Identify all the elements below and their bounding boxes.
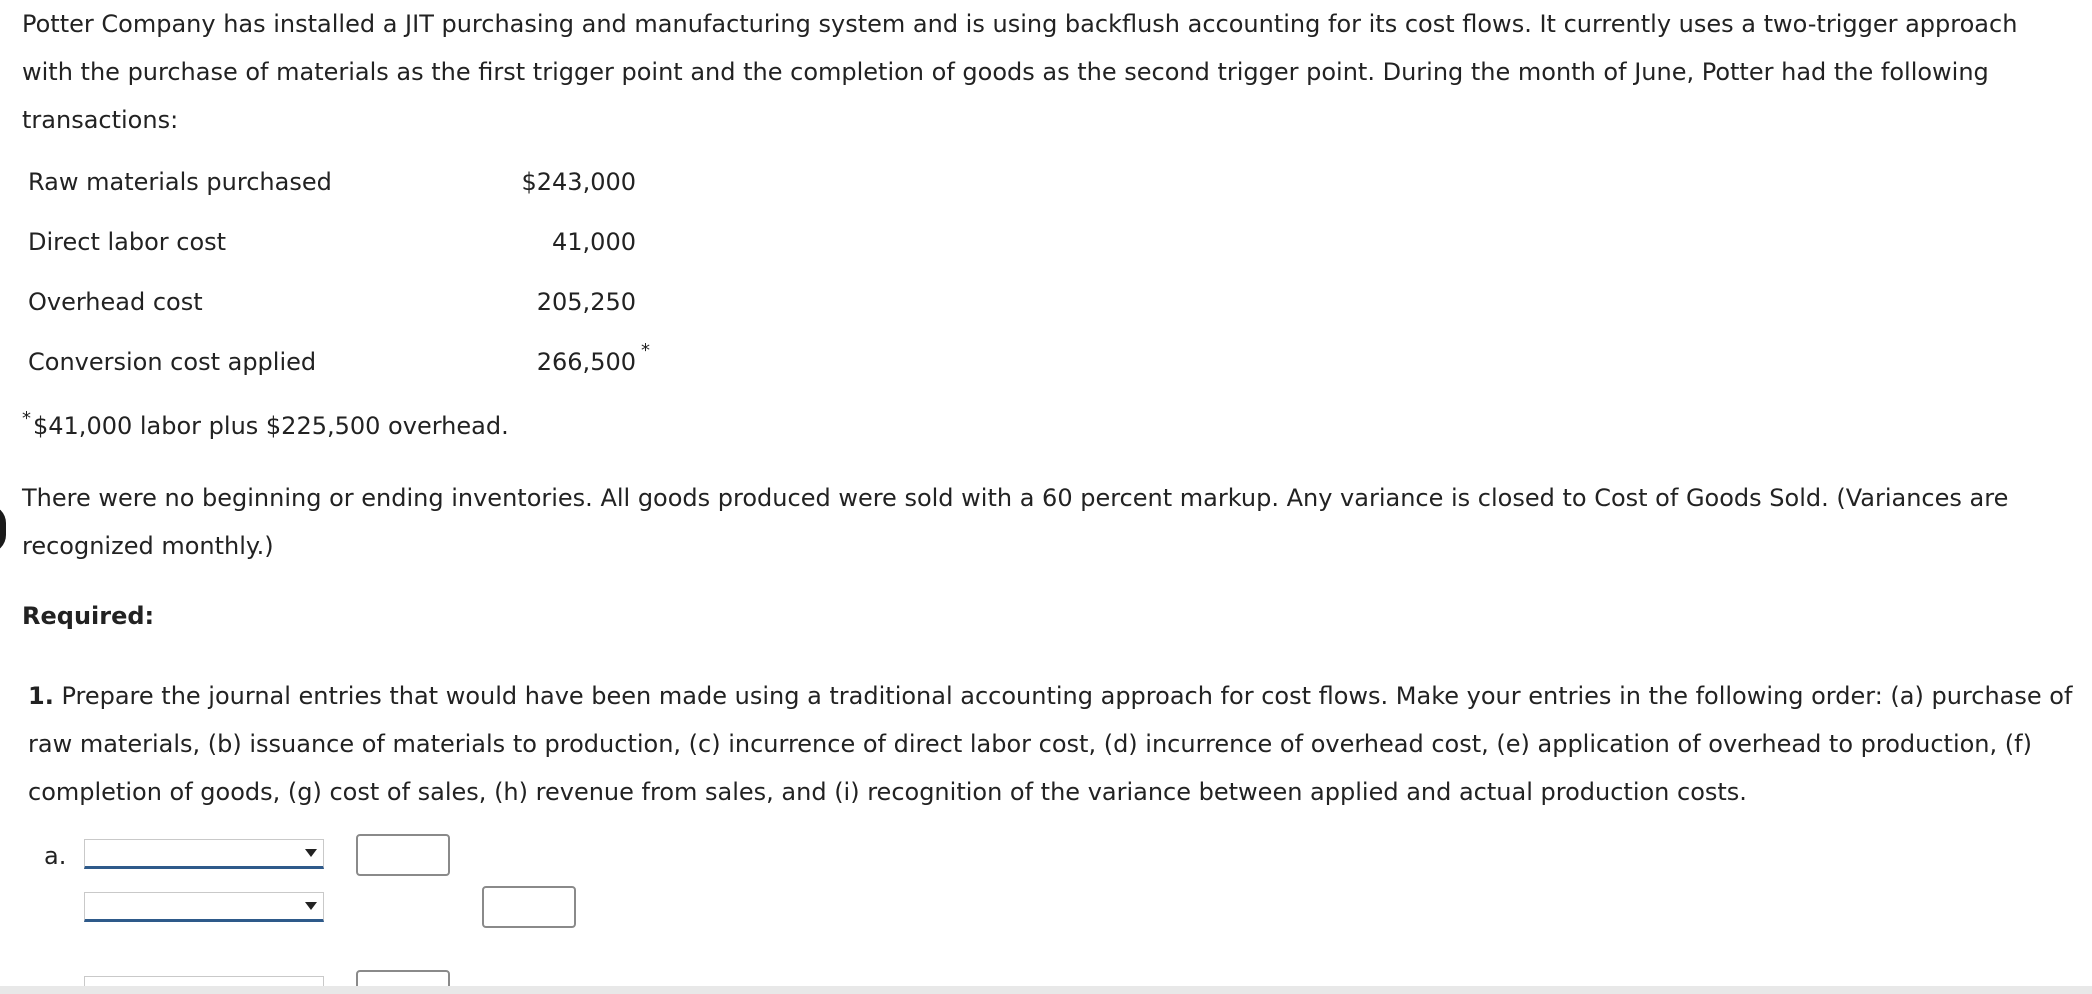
transaction-label: Raw materials purchased [28, 168, 332, 196]
entry-a-debit-account-select[interactable] [84, 839, 324, 869]
table-row [28, 212, 636, 272]
required-heading: Required: [22, 602, 155, 630]
side-tab-handle[interactable] [0, 505, 6, 553]
table-row [28, 272, 636, 332]
problem-intro: Potter Company has installed a JIT purchasing and manufacturing system and is using backflush accounting for its cost flows. It currently uses a two-trigger approach with the purchase of materials as the first trigger point and the completion of goods as the second trigger point. During the month of June, Potter had the following transactions: [22, 10, 2018, 134]
entry-label-a: a. [44, 842, 67, 870]
transactions-table [28, 152, 650, 392]
transaction-value: 41,000 [552, 228, 636, 256]
table-row [28, 152, 636, 212]
footnote-marker: * [641, 340, 650, 361]
chevron-down-icon [305, 902, 317, 910]
footnote-text: $41,000 labor plus $225,500 overhead. [33, 412, 509, 440]
entry-a-credit-amount-input[interactable] [482, 886, 576, 928]
transaction-label: Direct labor cost [28, 228, 227, 256]
inventory-note: There were no beginning or ending inventories. All goods produced were sold with a 60 percent markup. Any variance is closed to Cost of Goods Sold. (Variances are recognized monthly.) [22, 484, 2009, 560]
page-bottom-edge [0, 986, 2092, 994]
chevron-down-icon [305, 849, 317, 857]
footnote-star: * [22, 408, 31, 429]
entry-a-debit-amount-input[interactable] [356, 834, 450, 876]
entry-a-credit-account-select[interactable] [84, 892, 324, 922]
transaction-value: 266,500 * [536, 340, 650, 376]
task-1-instructions [28, 672, 2092, 816]
table-row [28, 332, 636, 392]
transaction-label: Overhead cost [28, 288, 203, 316]
task-text: Prepare the journal entries that would have been made using a traditional accounting approach for cost flows. Make your entries in the following order: (a) purchase of raw materials, (b) issuance of materials to production, (c) incurrence of direct labor cost, (d) incurrence of overhead cost, (e) application of overhead to production, (f) completion of goods, (g) cost of sales, (h) revenue from sales, and (i) recognition of the variance between applied and actual production costs. [28, 682, 2073, 806]
transaction-value: $243,000 [521, 168, 636, 196]
footnote [22, 408, 509, 447]
transaction-label: Conversion cost applied [28, 348, 317, 376]
transaction-value: 205,250 [536, 288, 636, 316]
task-number: 1. [28, 682, 54, 710]
